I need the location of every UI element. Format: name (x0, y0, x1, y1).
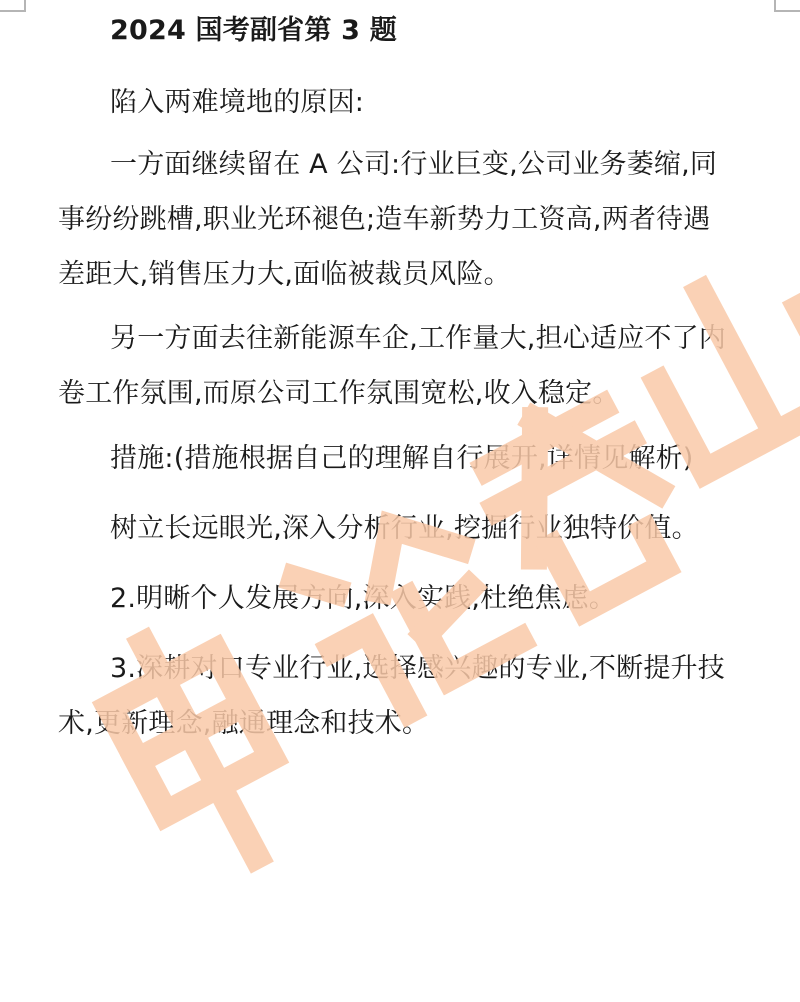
paragraph-line: 2.明晰个人发展方向,深入实践,杜绝焦虑。 (110, 583, 617, 614)
paragraph-line: 一方面继续留在 A 公司:行业巨变,公司业务萎缩,同 (110, 149, 718, 180)
paragraph-line: 事纷纷跳槽,职业光环褪色;造车新势力工资高,两者待遇 (58, 204, 711, 235)
paragraph-measures-heading: 措施:(措施根据自己的理解自行展开,详情见解析) (110, 443, 694, 474)
paragraph-line: 树立长远眼光,深入分析行业,挖掘行业独特价值。 (110, 513, 699, 544)
paragraph-line: 卷工作氛围,而原公司工作氛围宽松,收入稳定。 (58, 378, 620, 409)
paragraph-line: 术,更新理念,融通理念和技术。 (58, 708, 430, 739)
document-title: 2024 国考副省第 3 题 (110, 15, 397, 46)
paragraph-reasons-heading: 陷入两难境地的原因: (110, 87, 365, 118)
paragraph-line: 3.深耕对口专业行业,选择感兴趣的专业,不断提升技 (110, 653, 725, 684)
paragraph-line: 差距大,销售压力大,面临被裁员风险。 (58, 259, 511, 290)
paragraph-line: 另一方面去往新能源车企,工作量大,担心适应不了内 (110, 323, 726, 354)
